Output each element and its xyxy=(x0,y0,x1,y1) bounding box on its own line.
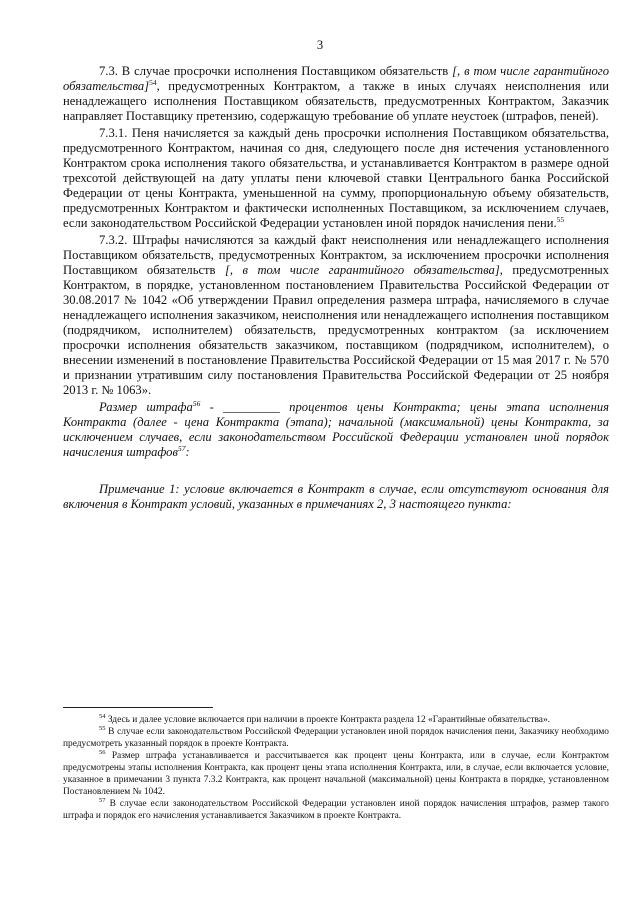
footnote-ref-56[interactable]: 56 xyxy=(192,399,201,408)
footnote-ref-54[interactable]: 54 xyxy=(149,78,157,87)
note-1-paragraph: Примечание 1: условие включается в Контракт в случае, если отсутствуют основания для включения в Контракт условий, указанных в примечаниях 2, 3 настоящего пункта: xyxy=(63,482,609,511)
fine-size-paragraph: Размер штрафа$^{56}$ - _________ процентов цены Контракта; цены этапа исполнения Контракта (далее - цена Контракта (этапа); начальной (максимальной) цены Контракта, за исключением случаев, если законодательством Российской Федерации установлен иной порядок начисления штрафов$^{57}$: xyxy=(63,399,609,459)
document-body xyxy=(63,64,609,512)
paragraph-7-3-2: 7.3.2. Штрафы начисляются за каждый факт неисполнения или ненадлежащего исполнения Поставщиком обязательств, предусмотренных Контрактом, за исключением просрочки исполнения Поставщиком обязательств [, в том числе гарантийного обязательства], предусмотренных Контрактом, в порядке, установленном постановлением Правительства Российской Федерации от 30.08.2017 № 1042 «Об утверждении Правил определения размера штрафа, начисляемого в случае ненадлежащего исполнения заказчиком, неисполнения или ненадлежащего исполнения поставщиком (подрядчиком, исполнителем) обязательств, предусмотренных контрактом (за исключением просрочки исполнения обязательств заказчиком, поставщиком (подрядчиком, исполнителем), о внесении изменений в постановление Правительства Российской Федерации от 15 мая 2017 г. № 570 и признании утратившим силу постановления Правительства Российской Федерации от 25 ноября 2013 г. № 1063». xyxy=(63,233,609,397)
paragraph-7-3: 7.3. В случае просрочки исполнения Поставщиком обязательств [, в том числе гарантийного обязательства]$^{54}$, предусмотренных Контрактом, а также в иных случаях неисполнения или ненадлежащего исполнения Поставщиком обязательств, предусмотренных Контрактом, Заказчик направляет Поставщику претензию, содержащую требование об уплате неустоек (штрафов, пеней). xyxy=(63,64,610,123)
footnote-54: $^{54}$ Здесь и далее условие включается при наличии в проекте Контракта раздела 12 «Гарантийные обязательства». xyxy=(99,713,550,725)
footnote-55: $^{55}$ В случае если законодательством Российской Федерации установлен иной порядок начисления пени, Заказчику необходимо предусмотреть указанный порядок в проекте Контракта. xyxy=(63,725,609,749)
footnote-ref-57[interactable]: 57 xyxy=(177,444,186,453)
guarantee-clause: [, в том числе гарантийного обязательства] xyxy=(224,263,500,277)
footnote-separator xyxy=(63,707,213,708)
page-number: 3 xyxy=(316,38,324,52)
guarantee-clause: [, в том числе гарантийного обязательства] xyxy=(63,64,610,93)
footnote-57: $^{57}$ В случае если законодательством Российской Федерации установлен иной порядок начисления штрафов, размер такого штрафа и порядок его начисления устанавливается Заказчиком в проекте Контракта. xyxy=(63,797,609,821)
footnote-56: $^{56}$ Размер штрафа устанавливается и рассчитывается как процент цены Контракта, или в случае, если Контрактом предусмотрены этапы исполнения Контракта, как процент цены этапа исполнения Контракта, или, в случае, если включается условие, указанное в примечании 3 пункта 7.3.2 Контракта, как процент начальной (максимальной) цены Контракта в порядке, установленном Постановлением № 1042. xyxy=(63,749,609,797)
paragraph-7-3-1: 7.3.1. Пеня начисляется за каждый день просрочки исполнения Поставщиком обязательства, предусмотренного Контрактом, начиная со дня, следующего после дня истечения установленного Контрактом срока исполнения такого обязательства, и устанавливается Контрактом в размере одной трехсотой действующей на дату уплаты пени ключевой ставки Центрального банка Российской Федерации от цены Контракта, уменьшенной на сумму, пропорциональную объему обязательств, предусмотренных Контрактом и фактически исполненных Поставщиком, за исключением случаев, если законодательством Российской Федерации установлен иной порядок начисления пени.$^{55}$ xyxy=(63,126,609,230)
footnote-ref-55[interactable]: 55 xyxy=(556,215,565,224)
footnotes-section xyxy=(63,707,609,822)
